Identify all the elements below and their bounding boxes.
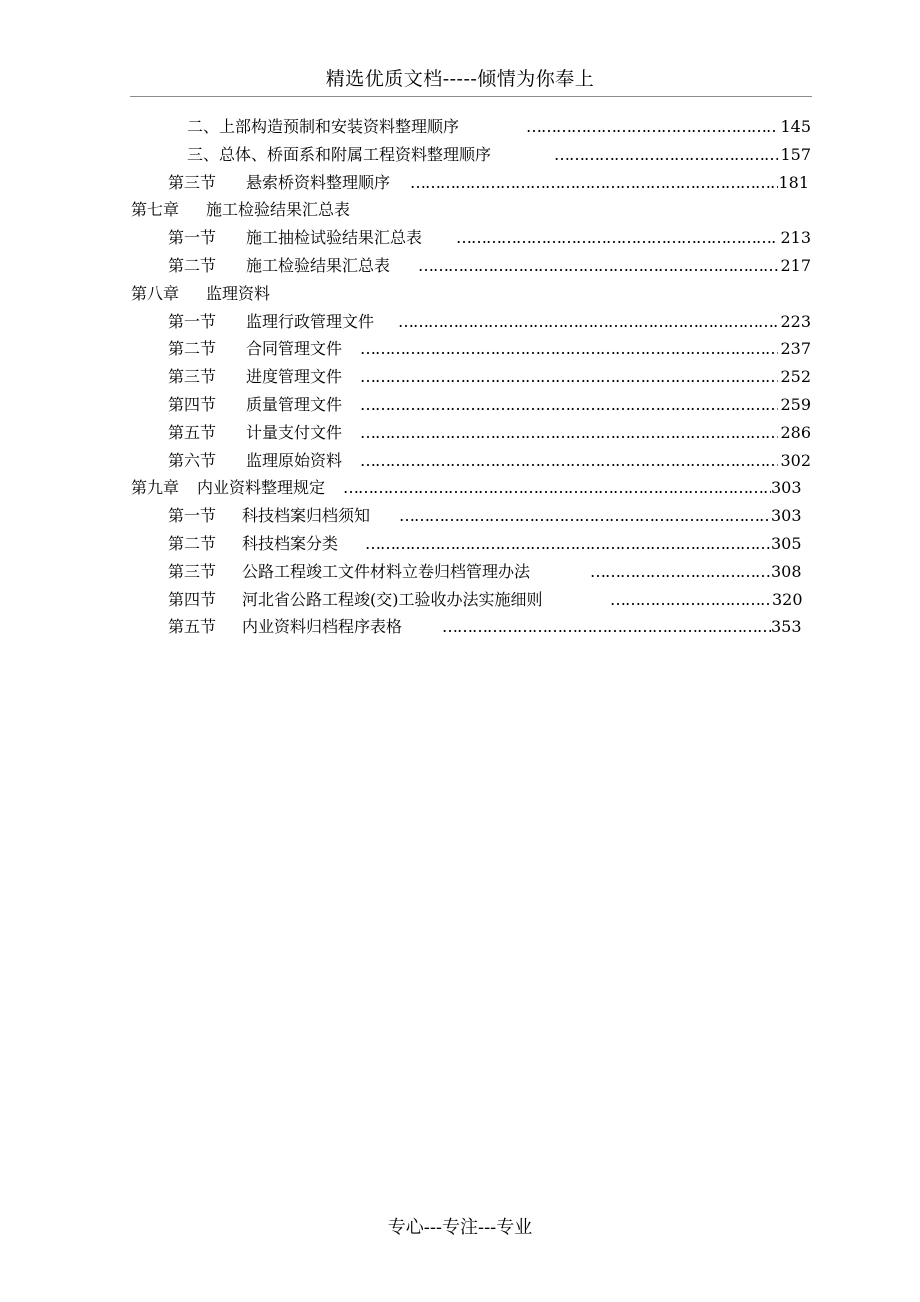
toc-leader-dots <box>398 308 778 336</box>
toc-leader-dots <box>360 447 778 475</box>
toc-page-number: 286 <box>780 422 811 442</box>
page-header: 精选优质文档-----倾情为你奉上 <box>325 68 595 90</box>
toc-leader-dots <box>410 169 778 197</box>
toc-entry[interactable] <box>0 308 920 336</box>
toc-chapter-title: 监理资料 <box>206 283 271 303</box>
toc-leader-dots <box>360 419 778 447</box>
toc-section-number: 第六节 <box>168 450 217 470</box>
toc-leader-dots <box>590 558 771 586</box>
toc-page-number: 320 <box>772 589 803 609</box>
toc-entry[interactable] <box>0 113 920 141</box>
toc-entry-title: 内业资料归档程序表格 <box>242 617 403 637</box>
toc-entry-title: 合同管理文件 <box>246 339 343 359</box>
toc-entry[interactable] <box>0 335 920 363</box>
toc-page-number: 303 <box>771 478 802 498</box>
toc-entry[interactable] <box>0 224 920 252</box>
toc-entry-title: 计量支付文件 <box>246 422 343 442</box>
toc-chapter-title: 内业资料整理规定 <box>197 478 326 498</box>
toc-leader-dots <box>610 586 772 614</box>
toc-chapter-number: 第九章 <box>131 478 180 498</box>
toc-page-number: 353 <box>771 617 802 637</box>
toc-entry[interactable] <box>0 252 920 280</box>
toc-chapter-title: 施工检验结果汇总表 <box>206 200 351 220</box>
toc-section-number: 第二节 <box>168 533 217 553</box>
toc-chapter-number: 第八章 <box>131 283 180 303</box>
toc-page-number: 259 <box>780 394 811 414</box>
toc-entry-title: 河北省公路工程竣(交)工验收办法实施细则 <box>242 589 543 609</box>
toc-page-number: 181 <box>778 172 809 192</box>
toc-entry-title: 二、上部构造预制和安装资料整理顺序 <box>187 117 460 136</box>
toc-entry[interactable] <box>0 391 920 419</box>
toc-entry[interactable] <box>0 586 920 614</box>
toc-entry[interactable] <box>0 613 920 641</box>
toc-entry-title: 监理行政管理文件 <box>246 311 375 331</box>
toc-entry-title: 悬索桥资料整理顺序 <box>246 172 391 192</box>
toc-section-number: 第三节 <box>168 367 217 387</box>
toc-entry[interactable] <box>0 363 920 391</box>
toc-section-number: 第三节 <box>168 561 217 581</box>
toc-leader-dots <box>418 252 778 280</box>
toc-chapter[interactable] <box>0 474 920 502</box>
toc-leader-dots <box>343 474 771 502</box>
toc-page-number: 217 <box>780 255 811 275</box>
toc-entry-title: 科技档案归档须知 <box>242 506 371 526</box>
toc-entry[interactable] <box>0 169 920 197</box>
toc-page-number: 223 <box>780 311 811 331</box>
toc-entry-title: 质量管理文件 <box>246 394 343 414</box>
toc-entry-title: 进度管理文件 <box>246 367 343 387</box>
toc-section-number: 第四节 <box>168 589 217 609</box>
table-of-contents <box>0 113 920 641</box>
toc-page-number: 145 <box>780 117 811 136</box>
toc-page-number: 305 <box>771 533 802 553</box>
toc-leader-dots <box>399 502 771 530</box>
toc-chapter[interactable] <box>0 280 920 308</box>
toc-section-number: 第五节 <box>168 422 217 442</box>
toc-entry-title: 施工检验结果汇总表 <box>246 255 391 275</box>
toc-chapter[interactable] <box>0 196 920 224</box>
page-footer: 专心---专注---专业 <box>387 1217 533 1238</box>
header-divider <box>130 96 812 97</box>
toc-entry-title: 科技档案分类 <box>242 533 339 553</box>
toc-entry-title: 监理原始资料 <box>246 450 343 470</box>
toc-section-number: 第二节 <box>168 255 217 275</box>
toc-chapter-number: 第七章 <box>131 200 180 220</box>
toc-entry-title: 施工抽检试验结果汇总表 <box>246 228 423 248</box>
toc-leader-dots <box>442 613 771 641</box>
toc-entry[interactable] <box>0 447 920 475</box>
toc-page-number: 237 <box>780 339 811 359</box>
toc-entry[interactable] <box>0 141 920 169</box>
toc-page-number: 213 <box>780 228 811 248</box>
toc-leader-dots <box>526 113 778 141</box>
toc-leader-dots <box>554 141 778 169</box>
toc-leader-dots <box>365 530 771 558</box>
toc-section-number: 第四节 <box>168 394 217 414</box>
toc-entry-title: 三、总体、桥面系和附属工程资料整理顺序 <box>187 144 492 164</box>
toc-section-number: 第三节 <box>168 172 217 192</box>
toc-section-number: 第一节 <box>168 506 217 526</box>
toc-leader-dots <box>456 224 778 252</box>
toc-section-number: 第一节 <box>168 228 217 248</box>
toc-section-number: 第二节 <box>168 339 217 359</box>
toc-entry[interactable] <box>0 502 920 530</box>
toc-section-number: 第五节 <box>168 617 217 637</box>
toc-entry-title: 公路工程竣工文件材料立卷归档管理办法 <box>242 561 531 581</box>
toc-page-number: 157 <box>780 144 811 164</box>
toc-page-number: 303 <box>771 506 802 526</box>
toc-entry[interactable] <box>0 419 920 447</box>
toc-section-number: 第一节 <box>168 311 217 331</box>
toc-page-number: 302 <box>780 450 811 470</box>
toc-page-number: 308 <box>771 561 802 581</box>
toc-leader-dots <box>360 335 778 363</box>
toc-leader-dots <box>360 391 778 419</box>
toc-entry[interactable] <box>0 530 920 558</box>
toc-page-number: 252 <box>780 367 811 387</box>
toc-leader-dots <box>360 363 778 391</box>
toc-entry[interactable] <box>0 558 920 586</box>
